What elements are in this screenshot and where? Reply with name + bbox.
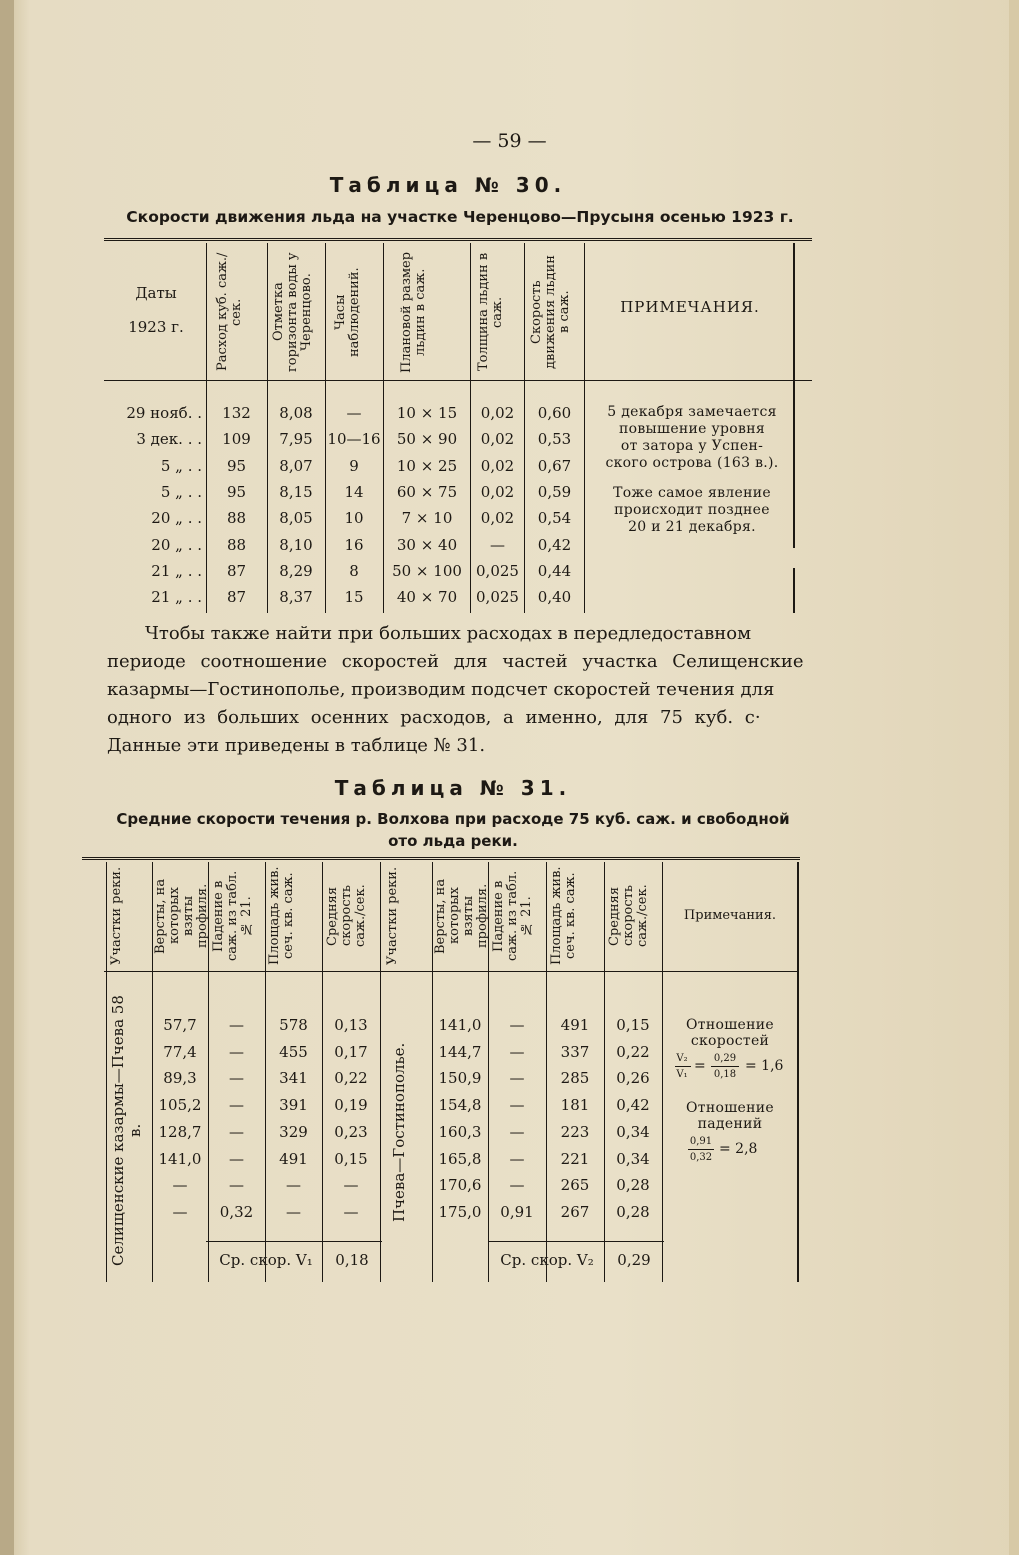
t30-header-dates: Даты (135, 284, 177, 302)
t31-left-cell: — (229, 1149, 244, 1168)
t31-left-cell: — (229, 1122, 244, 1141)
t31-right-cell: 285 (560, 1069, 590, 1088)
t31-left-cell: 578 (279, 1016, 308, 1034)
t31-left-cell: 391 (279, 1096, 308, 1115)
t31-left-cell: 0,23 (334, 1122, 368, 1141)
t30-cell: 50 × 100 (392, 561, 462, 580)
t30-cell: 0,60 (537, 404, 572, 422)
t31-right-cell: 0,42 (616, 1096, 650, 1115)
t30-cell: 95 (226, 456, 247, 475)
t31-right-cell: 0,91 (500, 1202, 534, 1221)
t31-right-cell: 0,22 (616, 1042, 650, 1061)
t30-header-ice-size: Плановой размер льдин в саж. (399, 251, 428, 373)
t31-left-cell: — (229, 1042, 244, 1061)
t31-left-cell: 77,4 (163, 1042, 197, 1061)
t31-header-area-2: Площадь жив. сеч. кв. саж. (549, 866, 578, 966)
t31-header-section-2: Участки реки. (385, 866, 400, 966)
t30-cell: 132 (222, 404, 251, 422)
t31-right-cell: — (509, 1016, 525, 1034)
t30-cell: 0,02 (480, 482, 515, 501)
t31-section-2-label: Пчева—Гостинополье. (390, 1042, 408, 1223)
t30-cell: 0,54 (537, 509, 572, 528)
t31-right-cell: 0,15 (616, 1016, 650, 1034)
t30-cell: 9 (349, 456, 359, 475)
t31-left-cell: 0,19 (334, 1096, 368, 1115)
t30-cell: 95 (226, 482, 247, 501)
t30-cell: 0,42 (537, 535, 572, 554)
t30-cell: 8,08 (279, 404, 313, 422)
t31-left-cell: 89,3 (163, 1069, 197, 1088)
t31-header-fall-2: Падение в саж. из табл. № 21. (491, 870, 534, 962)
page-number: — 59 — (472, 130, 547, 152)
t31-left-cell: — (286, 1176, 301, 1195)
t31-avg-left-label: Ср. скор. V₁ (219, 1251, 313, 1269)
t30-cell: 10 × 15 (396, 404, 458, 422)
t31-avg-left-value: 0,18 (335, 1251, 369, 1269)
t30-cell: 15 (344, 588, 364, 607)
t31-left-cell: 0,17 (334, 1042, 368, 1061)
t31-left-cell: 105,2 (158, 1096, 202, 1115)
table31-title: Таблица № 31. (334, 776, 572, 800)
t31-right-cell: 0,34 (616, 1149, 650, 1168)
t30-cell: — (490, 535, 505, 554)
t30-cell: 5 „ . . (160, 482, 202, 501)
t31-right-cell: 0,28 (616, 1176, 650, 1195)
t30-cell: 10 × 25 (396, 456, 458, 475)
table31-subtitle: Средние скорости течения р. Волхова при расходе 75 куб. саж. и свободной (116, 810, 790, 828)
t31-avg-right-label: Ср. скор. V₂ (500, 1251, 594, 1269)
page-edge (1009, 0, 1019, 1555)
t30-cell: 21 „ . . (151, 588, 202, 607)
t30-cell: 88 (226, 509, 247, 528)
t31-right-cell: 150,9 (438, 1069, 482, 1088)
t30-cell: 8,15 (279, 482, 313, 501)
t30-cell: 0,53 (537, 430, 572, 449)
t30-cell: 20 „ . . (151, 509, 202, 528)
t31-left-cell: — (229, 1069, 244, 1088)
t30-cell: 0,67 (537, 456, 572, 475)
t30-cell: 40 × 70 (396, 588, 458, 607)
table30-subtitle: Скорости движения льда на участке Черенцово—Прусыня осенью 1923 г. (126, 208, 794, 226)
t30-cell: 109 (222, 430, 251, 449)
t30-cell: 87 (226, 561, 247, 580)
t30-cell: 7 × 10 (401, 509, 453, 528)
t31-right-cell: 154,8 (438, 1096, 482, 1115)
t31-left-cell: 341 (279, 1069, 308, 1088)
t30-cell: 21 „ . . (151, 561, 202, 580)
t30-cell: 60 × 75 (396, 482, 458, 501)
t30-cell: 88 (226, 535, 247, 554)
t30-cell: 50 × 90 (396, 430, 458, 449)
t30-cell: 8,29 (279, 561, 313, 580)
t31-right-cell: 141,0 (438, 1016, 482, 1034)
t31-header-notes: Примечания. (683, 908, 777, 923)
t31-right-cell: — (509, 1149, 525, 1168)
t31-left-cell: — (229, 1096, 244, 1115)
t30-header-year: 1923 г. (128, 318, 184, 336)
t31-right-cell: 267 (560, 1202, 590, 1221)
t31-right-cell: 160,3 (438, 1122, 482, 1141)
t31-left-cell: 128,7 (158, 1122, 202, 1141)
t30-cell: 16 (344, 535, 364, 554)
t30-cell: 29 нояб. . (126, 404, 202, 422)
t30-cell: 0,59 (537, 482, 572, 501)
t31-right-cell: 181 (560, 1096, 590, 1115)
t30-cell: 7,95 (279, 430, 313, 449)
t31-left-cell: — (172, 1176, 188, 1195)
t30-cell: 0,44 (537, 561, 572, 580)
t30-cell: 14 (344, 482, 364, 501)
t30-cell: 0,02 (480, 509, 515, 528)
t30-cell: 0,025 (476, 588, 519, 607)
t30-header-discharge: Расход куб. саж./сек. (215, 252, 244, 372)
t30-header-ice-speed: Скорость движения льдин в саж. (529, 255, 572, 369)
t30-cell: 0,02 (480, 404, 515, 422)
t31-right-cell: — (509, 1096, 525, 1115)
book-page: — 59 — Таблица № 30. Скорости движения льда на участке Черенцово—Прусыня осенью 1923 г. Даты 1923 г. Расход куб. саж./сек. Отметка горизонта воды у Черенцово. Часы наблюдений. Плановой размер льдин в саж. Толщина льдин в саж. Скорость движения льдин в саж. ПРИМЕЧАНИЯ. 29 нояб. . 132 8,08 — 10 × 15 0,02 0,60 3 дек. . . 109 7,95 10—16 50 × 90 0,02 0,53 5 „ . . 95 8,07 9 10 × 25 0,02 0,67 5 „ . . 95 8,15 14 60 × 75 0,02 0,59 20 „ . . 88 8,05 10 7 × 10 0,02 0,54 20 „ . . 88 8,10 16 30 × 40 — 0,42 21 „ . . 87 8,29 8 50 × 100 0,025 0,44 21 „ . . 87 8,37 15 40 × 70 0,025 0,40 5 декабря замечается повышение уровня от затора у Успен- ского острова (163 в.). Тоже самое явление происходит позднее 20 и 21 декабря. Чтобы также найти при больших расходах в передледоставном периоде соотношение скоростей для частей участка Селищенские казармы—Гостинополье, производим подсчет скоростей течения для одного из больших осенних расходов, а именно, для 75 куб. с· Данные эти приведены в таблице № 31. Таблица № 31. Средние скорости течения р. Волхова при расходе 75 куб. саж. и свободной ото льда реки. Участки реки. Версты, на которых взяты профиля. Падение в саж. из табл. № 21. Площадь жив. сеч. кв. саж. Средняя скорость саж./сек. Участки реки. Версты, на которых взяты профиля. Падение в саж. из табл. № 21. Площадь жив. сеч. кв. саж. Средняя скорость саж./сек. Примечания. Селищенские казармы—Пчева 58 в. Пчева—Гостинополье. 57,7 — 578 0,13 77,4 — 455 0,17 89,3 — 341 0,22 105,2 — 391 0,19 128,7 — 329 0,23 141,0 — 491 0,15 — — — — — 0,32 — — 141,0 — 491 0,15 144,7 — 337 0,22 150,9 — 285 0,26 154,8 — 181 0,42 160,3 — 223 0,34 165,8 — 221 0,34 170,6 — 265 0,28 175,0 0,91 267 0,28 Ср. скор. V₁ 0,18 Ср. скор. V₂ 0,29 Отношение скоростей V₂ V₁ = 0,29 0,18 = 1,6 Отношение падений 0,91 0,32 = 2,8 (0, 0, 1019, 1555)
t31-header-area: Площадь жив. сеч. кв. саж. (267, 866, 296, 966)
t31-header-velocity: Средняя скорость саж./сек. (325, 884, 368, 948)
t31-right-cell: 265 (560, 1176, 590, 1195)
t31-header-versts-2: Версты, на которых взяты профиля. (433, 878, 490, 954)
t31-right-cell: 0,34 (616, 1122, 650, 1141)
table30-title: Таблица № 30. (329, 173, 567, 197)
t30-cell: 8,10 (279, 535, 313, 554)
t31-right-cell: — (509, 1042, 525, 1061)
t30-cell: 0,40 (537, 588, 572, 607)
t31-right-cell: 221 (560, 1149, 590, 1168)
t30-cell: 30 × 40 (396, 535, 458, 554)
t31-right-cell: — (509, 1122, 525, 1141)
t31-section-1-label: Селищенские казармы—Пчева 58 в. (109, 995, 144, 1266)
t31-header-velocity-2: Средняя скорость саж./сек. (607, 884, 650, 948)
t31-right-cell: 223 (560, 1122, 590, 1141)
t31-right-cell: 337 (560, 1042, 590, 1061)
t30-header-hours: Часы наблюдений. (333, 267, 362, 357)
t31-right-cell: 0,26 (616, 1069, 650, 1088)
t30-cell: 87 (226, 588, 247, 607)
t31-header-versts: Версты, на которых взяты профиля. (153, 878, 210, 954)
t30-cell: 8 (349, 561, 359, 580)
t30-cell: 0,025 (476, 561, 519, 580)
t30-cell: 10 (344, 509, 364, 528)
t30-cell: 8,37 (279, 588, 313, 607)
t31-left-cell: 491 (279, 1149, 308, 1168)
t30-cell: — (346, 404, 362, 422)
t31-right-cell: 491 (560, 1016, 590, 1034)
table31-subtitle-cont: ото льда реки. (388, 832, 518, 850)
t30-header-level: Отметка горизонта воды у Черенцово. (271, 252, 314, 372)
t30-cell: 8,05 (279, 509, 313, 528)
t31-left-cell: — (286, 1202, 301, 1221)
t30-header-notes: ПРИМЕЧАНИЯ. (620, 298, 760, 316)
t31-right-cell: 144,7 (438, 1042, 482, 1061)
t31-left-cell: 57,7 (163, 1016, 197, 1034)
t31-left-cell: — (343, 1202, 359, 1221)
t31-header-section: Участки реки. (109, 866, 124, 966)
t31-right-cell: 175,0 (438, 1202, 482, 1221)
t31-header-fall: Падение в саж. из табл. № 21. (211, 870, 254, 962)
t30-header-ice-thickness: Толщина льдин в саж. (476, 252, 505, 372)
t31-left-cell: 329 (279, 1122, 308, 1141)
t31-left-cell: 0,15 (334, 1149, 368, 1168)
t31-right-cell: — (509, 1176, 525, 1195)
t31-right-cell: 165,8 (438, 1149, 482, 1168)
t31-left-cell: 455 (279, 1042, 308, 1061)
t31-right-cell: — (509, 1069, 525, 1088)
t30-cell: 20 „ . . (151, 535, 202, 554)
t31-left-cell: 0,32 (219, 1202, 254, 1221)
t31-avg-right-value: 0,29 (617, 1251, 651, 1269)
t31-left-cell: — (229, 1016, 244, 1034)
t31-right-cell: 0,28 (616, 1202, 650, 1221)
t31-left-cell: 141,0 (158, 1149, 202, 1168)
t30-cell: 10—16 (327, 430, 381, 449)
t30-cell: 0,02 (480, 456, 515, 475)
t31-left-cell: 0,13 (334, 1016, 368, 1034)
t31-left-cell: — (229, 1176, 244, 1195)
t30-cell: 5 „ . . (160, 456, 202, 475)
t31-left-cell: 0,22 (334, 1069, 368, 1088)
t30-cell: 8,07 (279, 456, 313, 475)
t31-left-cell: — (172, 1202, 188, 1221)
t30-cell: 3 дек. . . (136, 430, 202, 449)
t31-left-cell: — (343, 1176, 359, 1195)
t31-right-cell: 170,6 (438, 1176, 482, 1195)
t30-cell: 0,02 (480, 430, 515, 449)
